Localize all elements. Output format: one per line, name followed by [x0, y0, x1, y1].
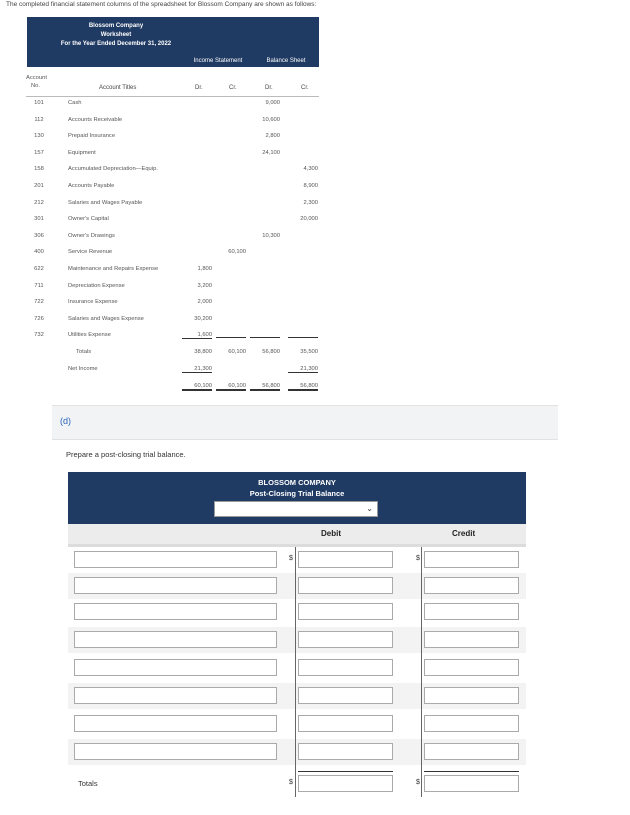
account-title-input[interactable] — [74, 551, 277, 568]
account-title-input[interactable] — [74, 603, 277, 620]
trial-balance-column-header — [68, 524, 526, 544]
bs-cr-header: Cr. — [301, 85, 309, 91]
account-no: 157 — [34, 149, 44, 156]
account-title: Owner's Capital — [68, 216, 109, 223]
account-title: Salaries and Wages Payable — [68, 199, 143, 206]
worksheet-row — [0, 117, 330, 131]
worksheet-row — [0, 216, 330, 230]
final-bs-cr: 56,800 — [288, 383, 318, 391]
final-is-cr: 60,100 — [216, 383, 246, 391]
credit-amount-input[interactable] — [424, 551, 519, 568]
debit-amount-input[interactable] — [298, 659, 393, 676]
is-cr-value: 60,100 — [228, 249, 246, 256]
debit-total-rule — [298, 771, 393, 772]
bs-dr-header: Dr. — [265, 85, 273, 91]
worksheet-row — [0, 266, 330, 280]
account-no: 301 — [34, 216, 44, 223]
debit-amount-input[interactable] — [298, 577, 393, 594]
worksheet-row — [0, 299, 330, 313]
credit-amount-input[interactable] — [424, 743, 519, 760]
account-no: 112 — [34, 116, 44, 123]
account-no: 101 — [34, 100, 44, 106]
worksheet-row — [0, 133, 330, 147]
worksheet-header — [27, 17, 319, 67]
trial-balance-totals-label: Totals — [78, 779, 98, 788]
credit-currency: $ — [416, 555, 420, 562]
credit-total-currency: $ — [416, 779, 420, 786]
account-title: Insurance Expense — [68, 299, 118, 306]
trial-balance-row — [68, 711, 526, 737]
final-totals-row — [0, 383, 330, 397]
worksheet-period: For the Year Ended December 31, 2022 — [60, 41, 172, 47]
debit-amount-input[interactable] — [298, 603, 393, 620]
debit-currency: $ — [289, 555, 293, 562]
account-title-input[interactable] — [74, 743, 277, 760]
bs-dr-value: 2,800 — [265, 133, 280, 140]
trial-balance-header — [68, 472, 526, 524]
bs-cr-value: 2,300 — [303, 199, 318, 206]
net-income-bs-cr: 21,300 — [288, 366, 318, 373]
account-title-input[interactable] — [74, 715, 277, 732]
totals-label: Totals — [76, 349, 92, 355]
debit-total-input[interactable] — [298, 775, 393, 792]
worksheet-row — [0, 233, 330, 247]
debit-divider — [295, 547, 296, 797]
totals-is-cr: 60,100 — [228, 349, 246, 355]
worksheet-row — [0, 249, 330, 263]
final-is-dr: 60,100 — [182, 383, 212, 391]
is-cr-header: Cr. — [229, 85, 237, 91]
account-no: 711 — [34, 282, 44, 289]
account-no: 306 — [34, 232, 44, 239]
trial-balance-row — [68, 739, 526, 765]
net-income-is-dr: 21,300 — [182, 366, 212, 373]
part-d-prompt: Prepare a post-closing trial balance. — [66, 450, 186, 459]
account-no: 201 — [34, 183, 44, 189]
debit-header: Debit — [321, 529, 341, 538]
account-title: Service Revenue — [68, 249, 113, 256]
worksheet-row — [0, 283, 330, 297]
account-title: Cash — [68, 100, 82, 106]
totals-bs-dr: 56,800 — [262, 349, 280, 355]
column-underline — [250, 332, 280, 338]
credit-amount-input[interactable] — [424, 631, 519, 648]
bs-dr-value: 9,000 — [265, 100, 280, 106]
is-dr-value: 1,800 — [197, 266, 212, 272]
account-no: 212 — [34, 199, 44, 206]
credit-amount-input[interactable] — [424, 715, 519, 732]
account-no: 400 — [34, 249, 44, 256]
bs-cr-value: 8,900 — [303, 183, 318, 189]
credit-amount-input[interactable] — [424, 659, 519, 676]
debit-amount-input[interactable] — [298, 715, 393, 732]
part-d-bar — [52, 405, 558, 440]
worksheet-row — [0, 200, 330, 214]
final-bs-dr: 56,800 — [250, 383, 280, 391]
worksheet-title: Worksheet — [100, 32, 132, 38]
trial-balance-row — [68, 547, 526, 573]
account-title: Accounts Payable — [68, 183, 115, 189]
account-title: Owner's Drawings — [68, 232, 115, 239]
chevron-down-icon: ⌄ — [366, 504, 373, 513]
intro-text: The completed financial statement columns of the spreadsheet for Blossom Company are shown as follows: — [6, 1, 317, 8]
trial-balance-row — [68, 683, 526, 709]
net-income-row — [0, 366, 330, 380]
account-header-line2: No. — [31, 83, 41, 89]
worksheet-company: Blossom Company — [88, 23, 144, 29]
net-income-label: Net Income — [68, 366, 98, 372]
account-title-input[interactable] — [74, 631, 277, 648]
debit-amount-input[interactable] — [298, 551, 393, 568]
balance-sheet-header: Balance Sheet — [266, 58, 306, 64]
account-no: 726 — [34, 315, 44, 322]
is-dr-value: 3,200 — [197, 282, 212, 289]
income-statement-header: Income Statement — [193, 58, 243, 64]
worksheet-row — [0, 183, 330, 197]
account-title: Maintenance and Repairs Expense — [68, 266, 159, 272]
debit-total-currency: $ — [289, 779, 293, 786]
bs-cr-value: 4,300 — [303, 166, 318, 173]
header-divider — [26, 96, 319, 97]
debit-amount-input[interactable] — [298, 743, 393, 760]
account-title: Prepaid Insurance — [68, 133, 116, 140]
trial-balance-company: BLOSSOM COMPANY — [258, 478, 336, 487]
account-title: Accounts Receivable — [68, 116, 123, 123]
worksheet-row — [0, 100, 330, 114]
worksheet-row — [0, 316, 330, 330]
debit-amount-input[interactable] — [298, 687, 393, 704]
account-header-line1: Account — [26, 75, 47, 81]
account-no: 158 — [34, 166, 44, 173]
trial-balance-totals-row — [68, 771, 526, 797]
credit-amount-input[interactable] — [424, 577, 519, 594]
account-title-input[interactable] — [74, 577, 277, 594]
trial-balance-row — [68, 599, 526, 625]
debit-amount-input[interactable] — [298, 631, 393, 648]
credit-amount-input[interactable] — [424, 687, 519, 704]
credit-amount-input[interactable] — [424, 603, 519, 620]
account-title-input[interactable] — [74, 687, 277, 704]
account-no-header — [26, 74, 47, 90]
is-dr-value: 1,600 — [182, 332, 212, 339]
account-title: Utilities Expense — [68, 332, 111, 339]
bs-dr-value: 10,300 — [262, 232, 280, 239]
account-title: Accumulated Depreciation—Equip. — [68, 166, 158, 173]
bs-dr-value: 10,600 — [262, 116, 280, 123]
account-title: Equipment — [68, 149, 96, 156]
credit-total-input[interactable] — [424, 775, 519, 792]
account-titles-header: Account Titles — [99, 85, 137, 91]
is-dr-header: Dr. — [195, 85, 203, 91]
credit-divider — [421, 547, 422, 797]
account-title: Depreciation Expense — [68, 282, 125, 289]
account-title: Salaries and Wages Expense — [68, 315, 144, 322]
account-no: 130 — [34, 133, 44, 140]
is-dr-value: 2,000 — [197, 299, 212, 306]
part-d-label: (d) — [60, 416, 71, 426]
worksheet-row — [0, 150, 330, 164]
trial-balance-row — [68, 655, 526, 681]
worksheet-totals-row — [0, 349, 330, 363]
totals-is-dr: 38,800 — [194, 349, 212, 355]
credit-header: Credit — [452, 529, 476, 538]
totals-bs-cr: 35,500 — [300, 349, 318, 355]
bs-cr-value: 20,000 — [300, 216, 318, 223]
trial-balance-row — [68, 573, 526, 599]
trial-balance-title: Post-Closing Trial Balance — [249, 489, 345, 498]
column-underline — [216, 332, 246, 338]
bs-dr-value: 24,100 — [262, 149, 280, 156]
trial-balance-row — [68, 627, 526, 653]
account-title-input[interactable] — [74, 659, 277, 676]
is-dr-value: 30,200 — [194, 315, 212, 322]
account-no: 732 — [34, 332, 44, 339]
column-underline — [288, 332, 318, 338]
credit-total-rule — [424, 771, 519, 772]
date-select[interactable] — [214, 501, 378, 517]
account-no: 622 — [34, 266, 44, 272]
worksheet-row — [0, 166, 330, 180]
worksheet-row — [0, 332, 330, 346]
account-no: 722 — [34, 299, 44, 306]
